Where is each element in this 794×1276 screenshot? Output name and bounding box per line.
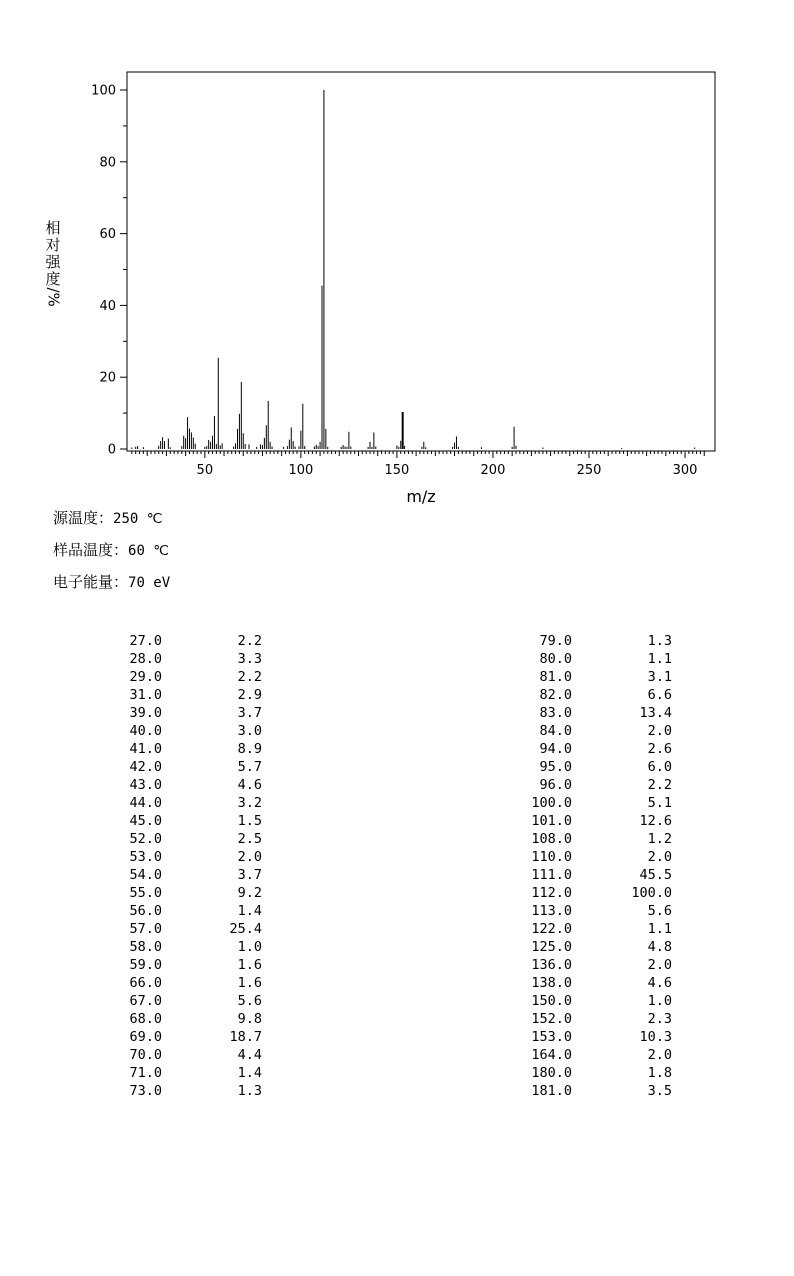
source-temperature-value: 250 ℃	[113, 511, 163, 527]
abundance-cell: 2.0	[647, 1047, 672, 1063]
mz-cell: 84.0	[539, 723, 572, 739]
mz-cell: 56.0	[129, 903, 162, 919]
mz-cell: 41.0	[129, 741, 162, 757]
peak-table-left	[102, 632, 262, 1100]
abundance-cell: 1.1	[647, 921, 672, 937]
table-row	[512, 740, 672, 758]
table-row	[512, 848, 672, 866]
table-row	[102, 974, 262, 992]
mz-cell: 79.0	[539, 633, 572, 649]
abundance-cell: 2.2	[237, 669, 262, 685]
abundance-cell: 2.2	[237, 633, 262, 649]
abundance-cell: 1.4	[237, 903, 262, 919]
sample-temperature	[53, 539, 169, 560]
x-tick-label: 300	[672, 463, 698, 478]
mz-cell: 43.0	[129, 777, 162, 793]
abundance-cell: 5.7	[237, 759, 262, 775]
mz-cell: 122.0	[531, 921, 572, 937]
y-axis	[91, 84, 127, 458]
table-row	[102, 740, 262, 758]
mz-cell: 153.0	[531, 1029, 572, 1045]
table-row	[102, 686, 262, 704]
table-row	[512, 1064, 672, 1082]
abundance-cell: 2.0	[237, 849, 262, 865]
abundance-cell: 8.9	[237, 741, 262, 757]
electron-energy	[53, 571, 170, 592]
table-row	[102, 632, 262, 650]
y-axis-label-char: 对	[45, 236, 61, 254]
abundance-cell: 2.0	[647, 723, 672, 739]
abundance-cell: 2.6	[647, 741, 672, 757]
abundance-cell: 25.4	[229, 921, 262, 937]
abundance-cell: 2.9	[237, 687, 262, 703]
table-row	[512, 956, 672, 974]
table-row	[102, 776, 262, 794]
table-row	[512, 812, 672, 830]
mz-cell: 68.0	[129, 1011, 162, 1027]
x-tick-label: 100	[288, 463, 314, 478]
abundance-cell: 1.6	[237, 975, 262, 991]
table-row	[512, 884, 672, 902]
x-axis-label: m/z	[406, 487, 436, 506]
table-row	[102, 830, 262, 848]
abundance-cell: 5.1	[647, 795, 672, 811]
table-row	[512, 1082, 672, 1100]
table-row	[512, 974, 672, 992]
table-row	[102, 1064, 262, 1082]
mz-cell: 101.0	[531, 813, 572, 829]
abundance-cell: 2.5	[237, 831, 262, 847]
mz-cell: 66.0	[129, 975, 162, 991]
table-row	[512, 686, 672, 704]
mz-cell: 31.0	[129, 687, 162, 703]
table-row	[512, 758, 672, 776]
abundance-cell: 6.6	[647, 687, 672, 703]
abundance-cell: 1.3	[237, 1083, 262, 1099]
mz-cell: 112.0	[531, 885, 572, 901]
abundance-cell: 18.7	[229, 1029, 262, 1045]
table-row	[102, 1082, 262, 1100]
mz-cell: 181.0	[531, 1083, 572, 1099]
abundance-cell: 4.4	[237, 1047, 262, 1063]
y-tick-label: 20	[99, 370, 116, 386]
mz-cell: 150.0	[531, 993, 572, 1009]
mz-cell: 83.0	[539, 705, 572, 721]
abundance-cell: 5.6	[647, 903, 672, 919]
table-row	[512, 1046, 672, 1064]
table-row	[512, 992, 672, 1010]
table-row	[512, 668, 672, 686]
abundance-cell: 1.5	[237, 813, 262, 829]
table-row	[102, 650, 262, 668]
abundance-cell: 2.0	[647, 957, 672, 973]
sample-temperature-value: 60 ℃	[128, 543, 170, 559]
table-row	[512, 794, 672, 812]
mz-cell: 113.0	[531, 903, 572, 919]
table-row	[102, 956, 262, 974]
abundance-cell: 9.2	[237, 885, 262, 901]
abundance-cell: 6.0	[647, 759, 672, 775]
peak-table-right	[512, 632, 672, 1100]
table-row	[102, 704, 262, 722]
abundance-cell: 4.8	[647, 939, 672, 955]
mz-cell: 29.0	[129, 669, 162, 685]
x-tick-label: 50	[196, 463, 214, 478]
table-row	[512, 1028, 672, 1046]
mz-cell: 45.0	[129, 813, 162, 829]
abundance-cell: 1.8	[647, 1065, 672, 1081]
abundance-cell: 3.7	[237, 705, 262, 721]
table-row	[512, 902, 672, 920]
mz-cell: 57.0	[129, 921, 162, 937]
y-axis-label-char: 强	[45, 253, 61, 271]
mz-cell: 42.0	[129, 759, 162, 775]
mz-cell: 125.0	[531, 939, 572, 955]
abundance-cell: 13.4	[639, 705, 672, 721]
peak-bars	[132, 90, 695, 449]
mz-cell: 100.0	[531, 795, 572, 811]
mz-cell: 39.0	[129, 705, 162, 721]
y-tick-label: 80	[99, 155, 116, 171]
mz-cell: 58.0	[129, 939, 162, 955]
source-temperature-label: 源温度：	[53, 509, 114, 527]
electron-energy-value: 70 eV	[128, 575, 171, 591]
abundance-cell: 1.2	[647, 831, 672, 847]
mz-cell: 164.0	[531, 1047, 572, 1063]
table-row	[102, 812, 262, 830]
table-row	[512, 830, 672, 848]
mz-cell: 95.0	[539, 759, 572, 775]
table-row	[102, 902, 262, 920]
mz-cell: 82.0	[539, 687, 572, 703]
mz-cell: 73.0	[129, 1083, 162, 1099]
mz-cell: 55.0	[129, 885, 162, 901]
abundance-cell: 10.3	[639, 1029, 672, 1045]
mz-cell: 28.0	[129, 651, 162, 667]
table-row	[102, 1028, 262, 1046]
abundance-cell: 100.0	[631, 885, 672, 901]
y-tick-label: 60	[99, 227, 116, 243]
table-row	[102, 668, 262, 686]
abundance-cell: 2.3	[647, 1011, 672, 1027]
table-row	[102, 794, 262, 812]
mz-cell: 44.0	[129, 795, 162, 811]
table-row	[102, 920, 262, 938]
abundance-cell: 1.4	[237, 1065, 262, 1081]
mz-cell: 27.0	[129, 633, 162, 649]
abundance-cell: 3.7	[237, 867, 262, 883]
abundance-cell: 1.6	[237, 957, 262, 973]
mz-cell: 40.0	[129, 723, 162, 739]
mz-cell: 80.0	[539, 651, 572, 667]
table-row	[512, 650, 672, 668]
x-tick-label: 250	[576, 463, 602, 478]
table-row	[102, 884, 262, 902]
electron-energy-label: 电子能量：	[53, 573, 129, 591]
abundance-cell: 2.0	[647, 849, 672, 865]
table-row	[102, 992, 262, 1010]
table-row	[512, 1010, 672, 1028]
y-tick-label: 100	[91, 83, 116, 99]
mz-cell: 111.0	[531, 867, 572, 883]
mz-cell: 152.0	[531, 1011, 572, 1027]
abundance-cell: 9.8	[237, 1011, 262, 1027]
abundance-cell: 1.0	[647, 993, 672, 1009]
abundance-cell: 1.1	[647, 651, 672, 667]
table-row	[512, 866, 672, 884]
table-row	[512, 722, 672, 740]
mz-cell: 108.0	[531, 831, 572, 847]
mz-cell: 136.0	[531, 957, 572, 973]
y-tick-label: 0	[107, 442, 116, 458]
abundance-cell: 3.2	[237, 795, 262, 811]
table-row	[102, 1046, 262, 1064]
abundance-cell: 3.3	[237, 651, 262, 667]
table-row	[102, 1010, 262, 1028]
abundance-cell: 1.0	[237, 939, 262, 955]
y-axis-label-unit: /%	[44, 287, 63, 307]
y-axis-label	[44, 220, 62, 305]
abundance-cell: 4.6	[647, 975, 672, 991]
table-row	[512, 632, 672, 650]
abundance-cell: 1.3	[647, 633, 672, 649]
y-tick-label: 40	[99, 298, 116, 314]
mz-cell: 53.0	[129, 849, 162, 865]
table-row	[102, 848, 262, 866]
table-row	[512, 938, 672, 956]
x-tick-label: 200	[480, 463, 506, 478]
abundance-cell: 45.5	[639, 867, 672, 883]
table-row	[512, 776, 672, 794]
abundance-cell: 3.0	[237, 723, 262, 739]
mz-cell: 94.0	[539, 741, 572, 757]
abundance-cell: 5.6	[237, 993, 262, 1009]
abundance-cell: 3.1	[647, 669, 672, 685]
mz-cell: 71.0	[129, 1065, 162, 1081]
table-row	[512, 704, 672, 722]
table-row	[102, 938, 262, 956]
mz-cell: 180.0	[531, 1065, 572, 1081]
mz-cell: 52.0	[129, 831, 162, 847]
mz-cell: 96.0	[539, 777, 572, 793]
mz-cell: 69.0	[129, 1029, 162, 1045]
y-axis-label-char: 相	[45, 219, 61, 237]
x-axis	[132, 451, 704, 478]
table-row	[102, 722, 262, 740]
abundance-cell: 2.2	[647, 777, 672, 793]
x-tick-label: 150	[384, 463, 410, 478]
sample-temperature-label: 样品温度：	[53, 541, 129, 559]
mass-spectrum-chart	[0, 0, 794, 510]
source-temperature	[53, 507, 162, 528]
mz-cell: 110.0	[531, 849, 572, 865]
mz-cell: 81.0	[539, 669, 572, 685]
mz-cell: 138.0	[531, 975, 572, 991]
table-row	[512, 920, 672, 938]
abundance-cell: 4.6	[237, 777, 262, 793]
mz-cell: 54.0	[129, 867, 162, 883]
abundance-cell: 3.5	[647, 1083, 672, 1099]
mz-cell: 59.0	[129, 957, 162, 973]
abundance-cell: 12.6	[639, 813, 672, 829]
mz-cell: 67.0	[129, 993, 162, 1009]
plot-frame	[127, 72, 715, 451]
mz-cell: 70.0	[129, 1047, 162, 1063]
table-row	[102, 866, 262, 884]
table-row	[102, 758, 262, 776]
y-axis-label-char: 度	[45, 270, 61, 288]
